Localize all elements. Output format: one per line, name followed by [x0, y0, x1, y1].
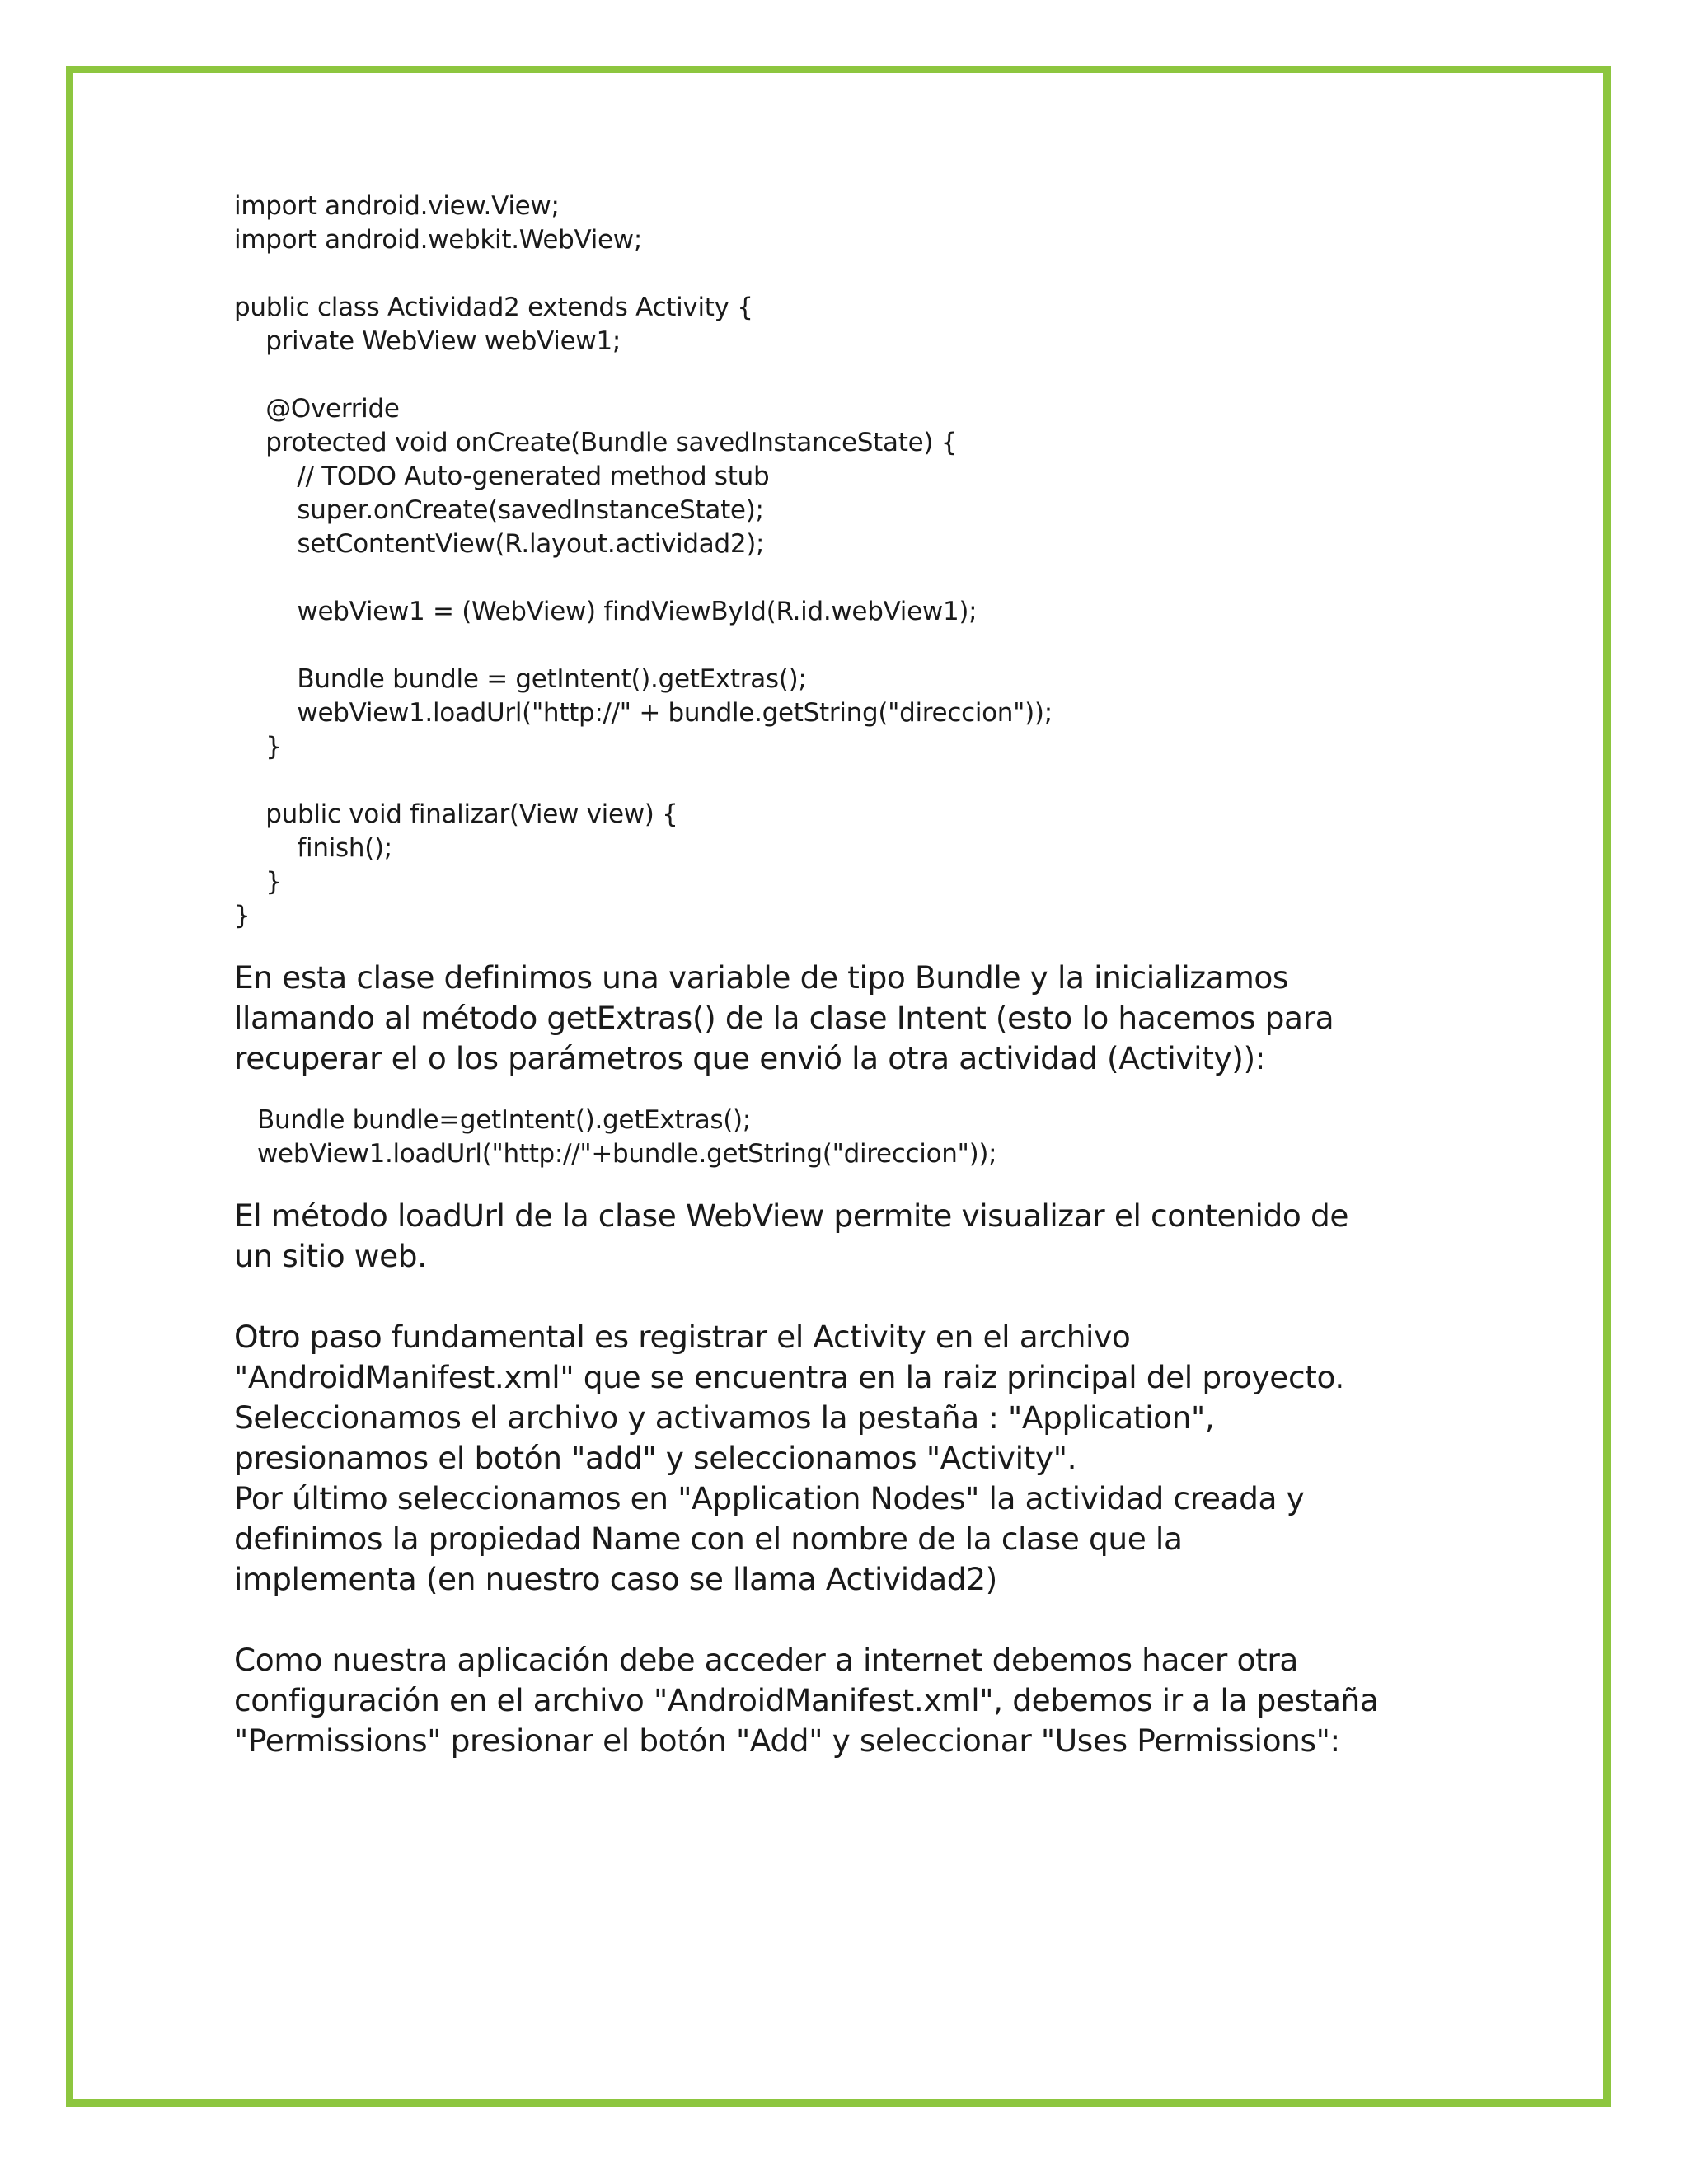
code-line: private WebView webView1;: [234, 326, 621, 356]
code-block-actividad2: [234, 190, 1470, 933]
text-line: "AndroidManifest.xml" que se encuentra en la raiz principal del proyecto.: [234, 1359, 1344, 1395]
document-content: [234, 190, 1470, 1761]
paragraph-bundle-explanation: [234, 958, 1470, 1079]
code-line: webView1 = (WebView) findViewById(R.id.webView1);: [234, 597, 978, 626]
code-line: webView1.loadUrl("http://"+bundle.getString("direccion"));: [257, 1139, 997, 1169]
text-line: Seleccionamos el archivo y activamos la pestaña : "Application",: [234, 1399, 1215, 1436]
code-line: protected void onCreate(Bundle savedInstanceState) {: [234, 428, 958, 457]
text-line: Como nuestra aplicación debe acceder a internet debemos hacer otra: [234, 1642, 1298, 1678]
code-line: [234, 561, 1470, 595]
code-line: Bundle bundle=getIntent().getExtras();: [257, 1105, 751, 1135]
code-line: public class Actividad2 extends Activity {: [234, 293, 753, 322]
text-line: llamando al método getExtras() de la clase Intent (esto lo hacemos para: [234, 1000, 1334, 1036]
text-line: definimos la propiedad Name con el nombre de la clase que la: [234, 1521, 1183, 1557]
code-line: [234, 764, 1470, 798]
code-line: [234, 629, 1470, 663]
text-line: configuración en el archivo "AndroidManifest.xml", debemos ir a la pestaña: [234, 1682, 1379, 1718]
code-line: }: [234, 867, 282, 897]
text-line: un sitio web.: [234, 1238, 427, 1274]
text-line: El método loadUrl de la clase WebView permite visualizar el contenido de: [234, 1197, 1349, 1234]
code-line: }: [234, 901, 251, 930]
paragraph-register-activity: [234, 1317, 1470, 1600]
paragraph-internet-permission: [234, 1640, 1470, 1761]
code-line: Bundle bundle = getIntent().getExtras();: [234, 664, 807, 694]
code-line: // TODO Auto-generated method stub: [234, 462, 770, 491]
code-line: finish();: [234, 833, 392, 863]
code-line: webView1.loadUrl("http://" + bundle.getString("direccion"));: [234, 698, 1053, 728]
text-line: En esta clase definimos una variable de tipo Bundle y la inicializamos: [234, 959, 1289, 996]
code-line: import android.webkit.WebView;: [234, 225, 642, 255]
code-line: }: [234, 732, 282, 762]
paragraph-loadurl: [234, 1196, 1470, 1277]
code-line: [234, 359, 1470, 392]
code-snippet-bundle: [234, 1104, 1470, 1171]
code-line: setContentView(R.layout.actividad2);: [234, 529, 765, 559]
code-line: public void finalizar(View view) {: [234, 799, 678, 829]
text-line: Otro paso fundamental es registrar el Activity en el archivo: [234, 1319, 1131, 1355]
text-line: "Permissions" presionar el botón "Add" y seleccionar "Uses Permissions":: [234, 1722, 1340, 1759]
text-line: presionamos el botón "add" y seleccionamos "Activity".: [234, 1440, 1077, 1476]
text-line: recuperar el o los parámetros que envió la otra actividad (Activity)):: [234, 1040, 1265, 1076]
text-line: Por último seleccionamos en "Application Nodes" la actividad creada y: [234, 1480, 1305, 1516]
code-line: super.onCreate(savedInstanceState);: [234, 495, 764, 525]
text-line: implementa (en nuestro caso se llama Actividad2): [234, 1561, 997, 1597]
code-line: [234, 257, 1470, 291]
code-line: @Override: [234, 394, 400, 424]
code-line: import android.view.View;: [234, 191, 560, 221]
